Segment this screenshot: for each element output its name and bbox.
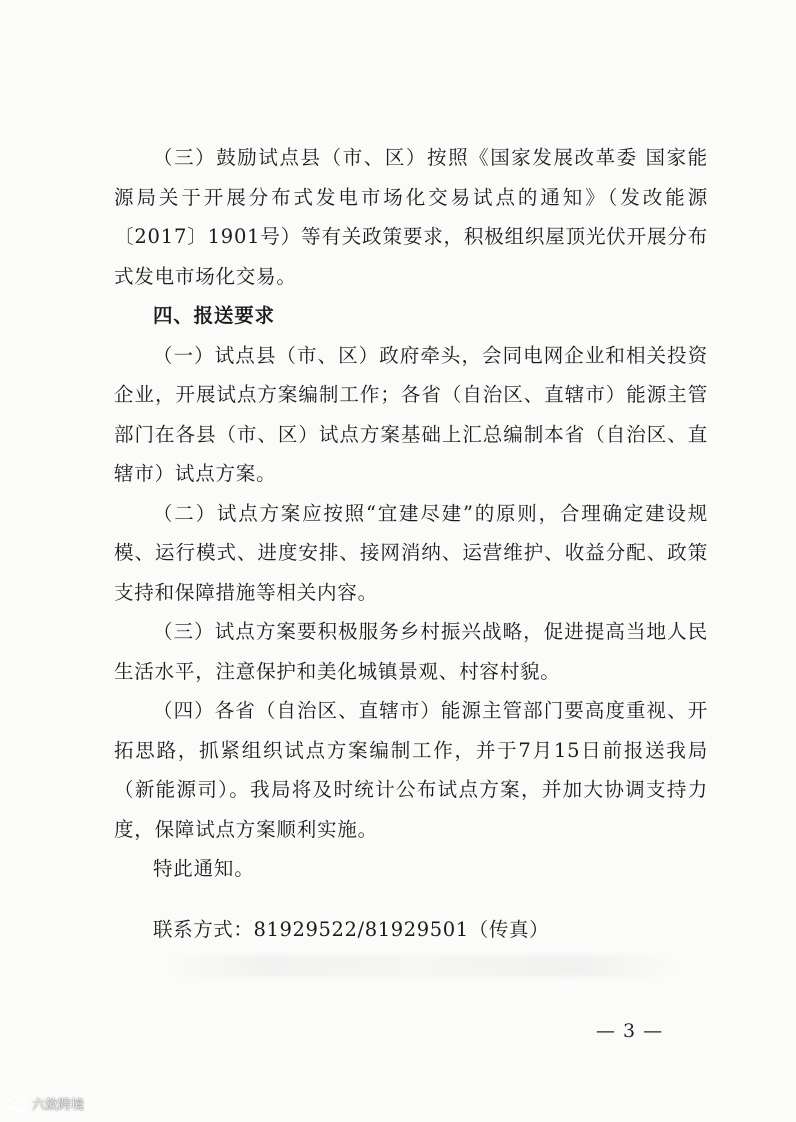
paragraph-4-1: （一）试点县（市、区）政府牵头，会同电网企业和相关投资企业，开展试点方案编制工作；各省（自治区、直辖市）能源主管部门在各县（市、区）试点方案基础上汇总编制本省（自治区、直辖市）试点方案。 [114,343,708,485]
paragraph-4-4: （四）各省（自治区、直辖市）能源主管部门要高度重视、开拓思路，抓紧组织试点方案编制工作，并于7月15日前报送我局（新能源司）。我局将及时统计公布试点方案，并加大协调支持力度，保障试点方案顺利实施。 [114,699,708,841]
scan-smudge [160,955,680,977]
paragraph-4-3: （三）试点方案要积极服务乡村振兴战略，促进提高当地人民生活水平，注意保护和美化城镇景观、村容村貌。 [114,620,708,683]
page-number: — 3 — [596,1020,664,1042]
wechat-logo-icon [6,1095,28,1113]
watermark [6,1094,84,1113]
paragraph-3-3: （三）鼓励试点县（市、区）按照《国家发展改革委 国家能源局关于开展分布式发电市场化交易试点的通知》（发改能源〔2017〕1901号）等有关政策要求，积极组织屋顶光伏开展分布式发电市场化交易。 [114,146,708,288]
contact-info: 联系方式：81929522/81929501（传真） [153,918,550,941]
document-body [114,138,708,889]
section-heading-4: 四、报送要求 [153,304,275,327]
closing-line: 特此通知。 [153,857,255,880]
paragraph-4-2: （二）试点方案应按照“宜建尽建”的原则，合理确定建设规模、运行模式、进度安排、接网消纳、运营维护、收益分配、政策支持和保障措施等相关内容。 [114,501,708,604]
watermark-text: 六敛跨境 [32,1098,85,1113]
